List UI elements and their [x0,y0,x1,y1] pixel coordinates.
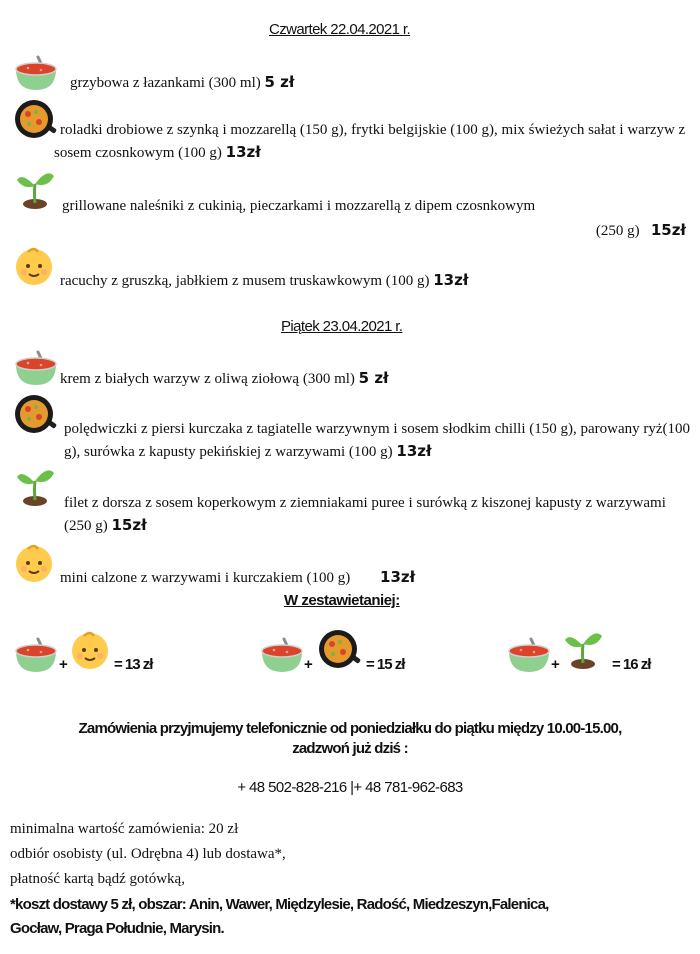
combo-plus: + [59,656,67,673]
dish-price: 13zł [225,143,261,161]
dish-text: racuchy z gruszką, jabłkiem z musem truskawkowym (100 g) [60,273,430,289]
soup-bowl-icon [12,636,60,676]
combo-plus: + [551,656,559,673]
baby-face-icon [70,630,112,672]
dish-friday-2 [64,418,694,463]
dish-thursday-1 [70,71,294,94]
dish-price: 13zł [433,271,469,289]
dish-price: 5 zł [358,369,389,387]
soup-bowl-icon [12,349,60,389]
pickup-note: odbiór osobisty (ul. Odrębna 4) lub dostawa*, [10,846,286,862]
ordering-info [0,719,700,759]
soup-bowl-icon [505,636,553,676]
delivery-cost-areas: *koszt dostawy 5 zł, obszar: Anin, Wawer, Międzylesie, Radość, Miedzeszyn,Falenica, [10,896,549,913]
combos-heading: W zestawietaniej: [284,592,400,609]
ordering-hours: Zamówienia przyjmujemy telefonicznie od poniedziałku do piątku między 10.00-15.00, [78,720,622,737]
soup-bowl-icon [258,636,306,676]
paella-pan-icon [12,393,60,437]
friday-heading: Piątek 23.04.2021 r. [281,318,403,335]
phone-numbers[interactable]: + 48 502-828-216 |+ 48 781-962-683 [237,779,463,796]
dish-text: grzybowa z łazankami (300 ml) [70,75,261,91]
dish-text: roladki drobiowe z szynką i mozzarellą (150 g), frytki belgijskie (100 g), mix świeżych sałat i warzyw z sosem czosnkowym (100 g) [54,122,686,161]
seedling-icon [562,628,606,672]
dish-price: 15zł [650,221,686,239]
dish-thursday-2 [54,119,694,164]
min-order-note: minimalna wartość zamówienia: 20 zł [10,821,239,837]
baby-face-icon [14,246,56,288]
delivery-note [10,893,549,941]
dish-friday-4 [60,566,415,589]
combo-price: = 15 zł [366,656,405,673]
thursday-heading: Czwartek 22.04.2021 r. [269,21,411,38]
dish-friday-3 [64,492,694,537]
dish-portion: (250 g) [595,223,640,239]
dish-thursday-3 [62,195,535,217]
dish-text: grillowane naleśniki z cukinią, pieczarkami i mozzarellą z dipem czosnkowym [62,198,536,214]
dish-price: 13zł [380,568,416,586]
baby-face-icon [14,543,56,585]
combo-plus: + [304,656,312,673]
dish-text: mini calzone z warzywami i kurczakiem (100 g) [60,570,351,586]
dish-thursday-3-cont [596,219,686,242]
dish-friday-1 [60,367,389,390]
dish-thursday-4 [60,269,468,292]
dish-price: 13zł [396,442,432,460]
seedling-icon [14,168,58,212]
dish-text: krem z białych warzyw z oliwą ziołową (300 ml) [60,371,355,387]
ordering-call-now: zadzwoń już dziś : [292,740,408,757]
combo-price: = 16 zł [612,656,651,673]
dish-text: filet z dorsza z sosem koperkowym z ziemniakami puree i surówką z kiszonej kapusty z warzywami (250 g) [64,495,666,534]
paella-pan-icon [12,98,60,142]
delivery-areas-cont: Gocław, Praga Południe, Marysin. [10,920,224,937]
dish-price: 15zł [111,516,147,534]
dish-text: polędwiczki z piersi kurczaka z tagiatelle warzywnym i sosem słodkim chilli (150 g), parowany ryż(100 g), surówka z kapusty pekińskiej z warzywami (100 g) [64,421,691,460]
dish-price: 5 zł [264,73,295,91]
seedling-icon [14,465,58,509]
combo-price: = 13 zł [114,656,153,673]
paella-pan-icon [316,628,364,672]
soup-bowl-icon [12,54,60,94]
payment-note: płatność kartą bądź gotówką, [10,871,185,887]
